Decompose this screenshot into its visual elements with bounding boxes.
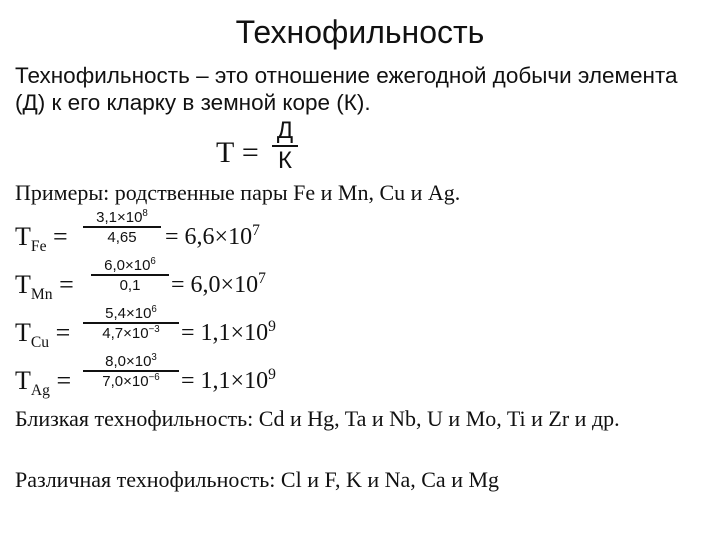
example-row bbox=[15, 256, 415, 310]
example-result: = 1,1×10 bbox=[181, 368, 269, 394]
example-numerator-exp: 3 bbox=[151, 352, 157, 363]
example-row bbox=[15, 208, 415, 262]
example-row bbox=[15, 304, 415, 358]
example-denominator-exp: −6 bbox=[148, 372, 160, 383]
formula-lhs: Т = bbox=[216, 136, 259, 169]
example-result-exp: 7 bbox=[258, 270, 266, 287]
formula-fraction bbox=[272, 117, 298, 175]
example-equals: = bbox=[56, 366, 72, 395]
example-subscript: Fe bbox=[30, 238, 47, 256]
definition-text: Технофильность – это отношение ежегодной добычи элемента (Д) к его кларку в земной коре (К). bbox=[15, 63, 678, 115]
example-numerator-exp: 8 bbox=[142, 208, 148, 219]
example-denominator: 4,65 bbox=[107, 229, 137, 246]
example-numerator: 6,0×10 bbox=[104, 257, 151, 274]
example-equals: = bbox=[55, 318, 71, 347]
formula-numerator: Д bbox=[276, 117, 294, 144]
different-technophility-text: Различная технофильность: Cl и F, K и Na, Ca и Mg bbox=[15, 467, 500, 492]
slide-title: Технофильность bbox=[235, 14, 485, 50]
example-symbol: Т bbox=[15, 366, 31, 395]
example-fraction bbox=[91, 256, 169, 294]
examples-intro: Примеры: родственные пары Fe и Mn, Cu и Ag. bbox=[15, 180, 461, 205]
example-symbol: Т bbox=[15, 222, 31, 251]
example-equals: = bbox=[52, 222, 68, 251]
example-fraction bbox=[83, 304, 179, 342]
example-numerator: 5,4×10 bbox=[105, 305, 152, 322]
example-fraction bbox=[83, 208, 161, 246]
example-denominator: 7,0×10 bbox=[102, 373, 149, 390]
example-result: = 6,6×10 bbox=[165, 224, 253, 250]
example-result-exp: 7 bbox=[252, 222, 260, 239]
example-result-exp: 9 bbox=[268, 318, 276, 335]
similar-technophility-text: Близкая технофильность: Cd и Hg, Ta и Nb, U и Mo, Ti и Zr и др. bbox=[15, 406, 620, 431]
example-denominator: 0,1 bbox=[119, 277, 141, 294]
example-result: = 6,0×10 bbox=[171, 272, 259, 298]
example-denominator: 4,7×10 bbox=[102, 325, 149, 342]
example-numerator: 8,0×10 bbox=[105, 353, 152, 370]
example-result: = 1,1×10 bbox=[181, 320, 269, 346]
formula-denominator: К bbox=[278, 147, 292, 174]
example-equals: = bbox=[59, 270, 74, 299]
example-denominator-exp: −3 bbox=[148, 324, 160, 335]
example-symbol: Т bbox=[15, 318, 31, 347]
example-subscript: Mn bbox=[30, 286, 53, 304]
example-result-exp: 9 bbox=[268, 366, 276, 383]
example-numerator-exp: 6 bbox=[150, 256, 156, 267]
example-numerator-exp: 6 bbox=[151, 304, 157, 315]
example-fraction bbox=[83, 352, 179, 390]
example-numerator: 3,1×10 bbox=[96, 209, 143, 226]
example-symbol: Т bbox=[15, 270, 31, 299]
example-subscript: Cu bbox=[30, 334, 50, 352]
example-subscript: Ag bbox=[30, 382, 50, 400]
example-row bbox=[15, 352, 415, 406]
